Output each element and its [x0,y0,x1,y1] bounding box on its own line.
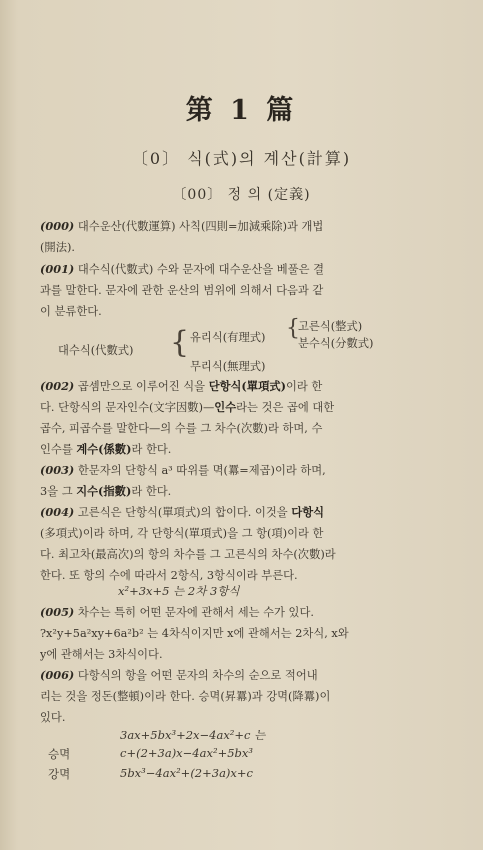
paragraph-005-line-3: y에 관해서는 3차식이다. [40,648,163,661]
paragraph-text: 라는 것은 곱에 대한 [236,401,335,414]
paragraph-005-line-2: ?x²y+5a²xy+6a²b² 는 4차식이지만 x에 관해서는 2차식, x와 [40,627,349,640]
paragraph-number: (001) [40,262,75,276]
polynomial-example: x²+3x+5 는 2차 3항식 [118,584,240,598]
term-exponent: 지수(指數) [76,484,132,498]
paragraph-006-line-3: 있다. [40,711,66,724]
part-title: 第 1 篇 [185,95,298,126]
paragraph-001-line-1 [40,259,452,280]
paragraph-text: 차수는 특히 어떤 문자에 관해서 세는 수가 있다. [74,606,314,619]
paragraph-number: (006) [40,668,75,682]
descending-expression: 5bx³−4ax²+(2+3a)x+c [120,766,253,780]
paragraph-number: (004) [40,505,75,519]
paragraph-text: 한문자의 단항식 a³ 따위를 멱(羃=제곱)이라 하며, [74,464,326,477]
paragraph-text: 라 한다. [131,443,172,456]
polynomial-expression: 3ax+5bx³+2x−4ax²+c 는 [120,728,266,742]
paragraph-002-line-2 [40,397,452,418]
main-brace: { [170,325,190,360]
term-polynomial: 다항식 [291,505,325,519]
paragraph-000-line-1 [40,216,452,237]
paragraph-003-line-1 [40,460,452,481]
paragraph-text: 이라 한 [286,380,323,393]
paragraph-004-line-4: 한다. 또 항의 수에 따라서 2항식, 3항식이라 부른다. [40,569,298,582]
paragraph-text: 인수를 [40,443,77,456]
term-monomial: 단항식(單項式) [208,379,287,393]
paragraph-text: 곱셈만으로 이루어진 식을 [74,380,209,393]
paragraph-006-line-2: 리는 것을 정돈(整頓)이라 한다. 승멱(昇羃)과 강멱(降羃)이 [40,690,331,703]
paragraph-text: 고른식은 단항식(單項式)의 합이다. 이것을 [74,506,292,519]
paragraph-text: 대수식(代數式) 수와 문자에 대수운산을 베풀은 결 [74,263,325,276]
paragraph-number: (005) [40,605,75,619]
paragraph-001-line-2: 과를 말한다. 문자에 관한 운산의 범위에 의해서 다음과 같 [40,284,324,297]
descending-label: 강멱 [48,767,71,781]
paragraph-003-line-2 [40,481,452,502]
classification-diagram [58,316,418,373]
paragraph-number: (002) [40,379,75,393]
ascending-label: 승멱 [48,747,71,761]
paragraph-text: 다항식의 항을 어떤 문자의 차수의 순으로 적어내 [74,669,318,682]
paragraph-002-line-3: 곱수, 피곱수를 말한다—의 수를 그 차수(次數)라 하며, 수 [40,422,323,435]
sub-brace: { [286,316,300,341]
chapter-heading: 〔0〕 식(式)의 계산(計算) [131,149,352,168]
paragraph-002-line-1 [40,376,452,397]
ascending-expression: c+(2+3a)x−4ax²+5bx³ [120,746,253,760]
paragraph-text: 3을 그 [40,485,77,498]
section-heading: 〔00〕 정 의 (定義) [172,187,311,203]
paragraph-number: (003) [40,463,75,477]
integral-expression-label: 고른식(整式) [298,320,363,333]
irrational-expression-label: 무리식(無理式) [190,360,266,373]
paragraph-006-line-1 [40,665,452,686]
paragraph-text: 다. 단항식의 문자인수(文字因數)— [40,401,215,414]
paragraph-002-line-4 [40,439,452,460]
term-factor: 인수 [214,400,237,414]
algebraic-expression-label: 대수식(代數式) [58,344,134,357]
paragraph-005-line-1 [40,602,452,623]
paragraph-number: (000) [40,219,75,233]
paragraph-001-line-3: 이 분류한다. [40,305,102,318]
term-coefficient: 계수(係數) [76,442,132,456]
paragraph-text: 라 한다. [131,485,172,498]
paragraph-000-line-2: (開法). [40,241,75,254]
paragraph-004-line-1 [40,502,452,523]
paragraph-text: 대수운산(代數運算) 사칙(四則=加減乘除)과 개법 [74,220,324,233]
fractional-expression-label: 분수식(分數式) [298,337,374,350]
paragraph-004-line-2: (多項式)이라 하며, 각 단항식(單項式)을 그 항(項)이라 한 [40,527,324,540]
paragraph-004-line-3: 다. 최고차(最高次)의 항의 차수를 그 고른식의 차수(次數)라 [40,548,336,561]
rational-expression-label: 유리식(有理式) [190,331,266,344]
